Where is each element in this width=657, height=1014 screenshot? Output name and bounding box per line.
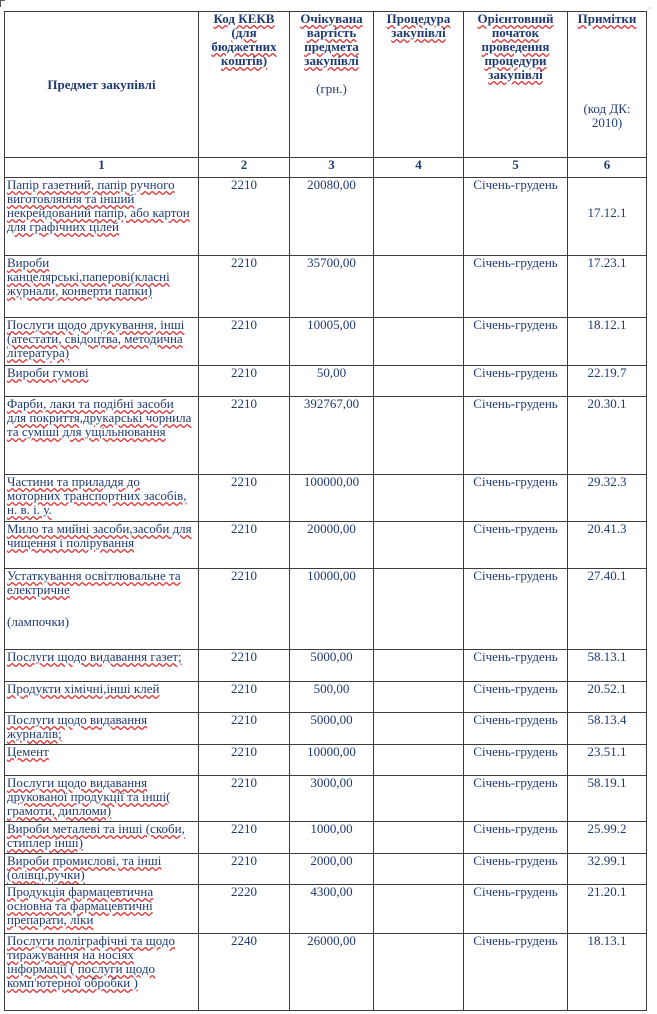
kekv-cell [199, 822, 290, 854]
procedure-cell [374, 256, 464, 318]
kekv-cell [199, 256, 290, 318]
kekv-cell [199, 650, 290, 682]
item-start: Січень-грудень [473, 933, 558, 948]
item-dk-code: 25.99.2 [587, 821, 627, 836]
cost-cell [290, 885, 374, 934]
subject-cell [5, 822, 199, 854]
table-row [5, 366, 647, 397]
table-row [5, 822, 647, 854]
table-row [5, 256, 647, 318]
subject-cell [5, 256, 199, 318]
cost-cell [290, 256, 374, 318]
subject-cell [5, 318, 199, 366]
cost-cell [290, 682, 374, 713]
kekv-cell [199, 934, 290, 1011]
table-row [5, 776, 647, 822]
column-number: 5 [464, 158, 568, 178]
item-cost: 3000,00 [310, 775, 353, 790]
cost-cell [290, 366, 374, 397]
item-subject: Вироби канцелярські,паперові(класні журнали, конверти папки) [7, 255, 170, 298]
kekv-cell [199, 745, 290, 776]
procedure-cell [374, 569, 464, 650]
kekv-cell [199, 397, 290, 475]
subject-cell [5, 854, 199, 885]
item-dk-code: 58.13.4 [587, 712, 627, 727]
item-start: Січень-грудень [473, 681, 558, 696]
item-subject: Послуги поліграфічні та щодо тиражування на носіях інформації ( послуги щодо комп'ютерної обробки ) [7, 933, 175, 990]
page-edge-mark: · [648, 4, 651, 13]
item-start: Січень-грудень [473, 884, 558, 899]
column-number-row [5, 158, 647, 178]
item-cost: 5000,00 [310, 712, 353, 727]
item-subject: Послуги щодо видавання друкованої продукції та інші( грамоти, дипломи) [7, 775, 171, 818]
item-kekv: 2210 [231, 681, 257, 696]
kekv-cell [199, 682, 290, 713]
table-row [5, 934, 647, 1011]
cost-cell [290, 934, 374, 1011]
subject-cell [5, 569, 199, 650]
table-row [5, 475, 647, 522]
procedure-cell [374, 854, 464, 885]
procedure-cell [374, 650, 464, 682]
item-start: Січень-грудень [473, 474, 558, 489]
kekv-cell [199, 366, 290, 397]
item-cost: 2000,00 [310, 853, 353, 868]
procedure-cell [374, 178, 464, 256]
item-subject: Послуги щодо друкування, інші (атестати, свідоцтва, методична література) [7, 317, 185, 360]
item-dk-code: 20.41.3 [587, 521, 627, 536]
item-subject: Вироби гумові [7, 365, 89, 380]
item-cost: 4300,00 [310, 884, 353, 899]
item-kekv: 2210 [231, 177, 257, 192]
item-dk-code: 18.12.1 [587, 317, 627, 332]
table-row [5, 397, 647, 475]
header-subject: Предмет закупівлі [5, 12, 199, 158]
item-dk-code: 58.13.1 [587, 649, 627, 664]
header-note: Примітки (код ДК: 2010) [568, 12, 647, 158]
item-kekv: 2210 [231, 853, 257, 868]
procedure-cell [374, 934, 464, 1011]
kekv-cell [199, 178, 290, 256]
table-row [5, 178, 647, 256]
subject-cell [5, 745, 199, 776]
start-cell [464, 475, 568, 522]
code-cell [568, 885, 647, 934]
item-subject: Вироби промислові, та інші (олівці,ручки) [7, 853, 162, 882]
procedure-cell [374, 318, 464, 366]
table-header-row [5, 12, 647, 158]
start-cell [464, 522, 568, 569]
cost-cell [290, 745, 374, 776]
kekv-cell [199, 475, 290, 522]
subject-cell [5, 178, 199, 256]
item-kekv: 2210 [231, 317, 257, 332]
item-kekv: 2210 [231, 474, 257, 489]
item-subject: Мило та мийні засоби,засоби для чищення і полірування [7, 521, 192, 550]
column-number: 3 [290, 158, 374, 178]
code-cell [568, 822, 647, 854]
item-start: Січень-грудень [473, 744, 558, 759]
start-cell [464, 318, 568, 366]
procedure-cell [374, 682, 464, 713]
column-number: 6 [568, 158, 647, 178]
header-cost-unit: (грн.) [316, 81, 347, 96]
table-row [5, 854, 647, 885]
item-start: Січень-грудень [473, 568, 558, 583]
item-start: Січень-грудень [473, 396, 558, 411]
column-number: 1 [5, 158, 199, 178]
item-dk-code: 21.20.1 [587, 884, 627, 899]
code-cell [568, 682, 647, 713]
cost-cell [290, 650, 374, 682]
subject-cell [5, 522, 199, 569]
item-start: Січень-грудень [473, 649, 558, 664]
item-kekv: 2210 [231, 821, 257, 836]
procedure-cell [374, 366, 464, 397]
item-subject: Устаткування освітлювальне та електричне [7, 568, 181, 597]
table-row [5, 650, 647, 682]
procedure-cell [374, 776, 464, 822]
item-dk-code: 23.51.1 [587, 744, 627, 759]
start-cell [464, 256, 568, 318]
kekv-cell [199, 522, 290, 569]
item-cost: 10000,00 [307, 744, 356, 759]
subject-cell [5, 776, 199, 822]
item-cost: 100000,00 [303, 474, 360, 489]
subject-cell [5, 885, 199, 934]
code-cell [568, 475, 647, 522]
subject-cell [5, 713, 199, 745]
start-cell [464, 366, 568, 397]
code-cell [568, 854, 647, 885]
code-cell [568, 776, 647, 822]
code-cell [568, 397, 647, 475]
item-start: Січень-грудень [473, 317, 558, 332]
item-cost: 10005,00 [307, 317, 356, 332]
subject-cell [5, 934, 199, 1011]
item-start: Січень-грудень [473, 255, 558, 270]
item-dk-code: 29.32.3 [587, 474, 627, 489]
cost-cell [290, 776, 374, 822]
item-dk-code: 22.19.7 [587, 365, 627, 380]
item-cost: 392767,00 [303, 396, 360, 411]
procurement-table [4, 11, 647, 1011]
item-subject: Цемент [7, 744, 49, 759]
subject-cell [5, 366, 199, 397]
item-dk-code: 18.13.1 [587, 933, 627, 948]
header-note-code: (код ДК: 2010) [583, 101, 631, 130]
item-dk-code: 17.12.1 [587, 205, 627, 220]
start-cell [464, 885, 568, 934]
start-cell [464, 776, 568, 822]
page-corner-mark [0, 0, 5, 7]
cost-cell [290, 397, 374, 475]
cost-cell [290, 318, 374, 366]
cost-cell [290, 569, 374, 650]
item-kekv: 2220 [231, 884, 257, 899]
header-cost: Очікувана вартість предмета закупівлі (грн.) [290, 12, 374, 158]
procedure-cell [374, 713, 464, 745]
cost-cell [290, 713, 374, 745]
start-cell [464, 713, 568, 745]
start-cell [464, 822, 568, 854]
kekv-cell [199, 713, 290, 745]
item-cost: 500,00 [313, 681, 350, 696]
subject-cell [5, 650, 199, 682]
code-cell [568, 178, 647, 256]
item-cost: 50,00 [316, 365, 347, 380]
item-dk-code: 27.40.1 [587, 568, 627, 583]
start-cell [464, 934, 568, 1011]
item-subject: Послуги щодо видавання журналів; [7, 712, 148, 741]
item-kekv: 2210 [231, 255, 257, 270]
table-row [5, 713, 647, 745]
item-cost: 35700,00 [307, 255, 356, 270]
code-cell [568, 522, 647, 569]
item-start: Січень-грудень [473, 521, 558, 536]
start-cell [464, 682, 568, 713]
item-subject: Вироби металеві та інші (скоби, стиплер інші) [7, 821, 185, 850]
item-start: Січень-грудень [473, 853, 558, 868]
start-cell [464, 745, 568, 776]
item-start: Січень-грудень [473, 775, 558, 790]
item-dk-code: 32.99.1 [587, 853, 627, 868]
kekv-cell [199, 776, 290, 822]
start-cell [464, 650, 568, 682]
kekv-cell [199, 318, 290, 366]
header-kekv: Код КЕКВ (для бюджетних коштів) [199, 12, 290, 158]
item-cost: 5000,00 [310, 649, 353, 664]
item-start: Січень-грудень [473, 177, 558, 192]
code-cell [568, 650, 647, 682]
column-number: 2 [199, 158, 290, 178]
code-cell [568, 745, 647, 776]
table-row [5, 745, 647, 776]
item-kekv: 2210 [231, 775, 257, 790]
procedure-cell [374, 745, 464, 776]
item-dk-code: 20.30.1 [587, 396, 627, 411]
header-procedure: Процедура закупівлі [374, 12, 464, 158]
item-subject: Продукти хімічні,інші клей [7, 681, 160, 696]
item-kekv: 2210 [231, 521, 257, 536]
cost-cell [290, 475, 374, 522]
table-row [5, 522, 647, 569]
item-start: Січень-грудень [473, 821, 558, 836]
item-cost: 10000,00 [307, 568, 356, 583]
start-cell [464, 397, 568, 475]
table-row [5, 682, 647, 713]
procedure-cell [374, 822, 464, 854]
code-cell [568, 569, 647, 650]
item-cost: 20000,00 [307, 521, 356, 536]
item-subject: Фарби, лаки та подібні засоби для покриття,друкарські чорнила та суміші для ущільнювання [7, 396, 192, 439]
item-subject: Папір газетний, папір ручного виготовляння та інший некрейдований папір, або картон для графічних цілей [7, 177, 190, 234]
start-cell [464, 854, 568, 885]
header-start: Орієнтовний початок проведення процедури закупівлі [464, 12, 568, 158]
item-subject: Послуги щодо видавання газет; [7, 649, 182, 664]
column-number: 4 [374, 158, 464, 178]
procedure-cell [374, 522, 464, 569]
item-subject: Частини та приладдя до моторних транспортних засобів, н. в. і. у. [7, 474, 187, 517]
start-cell [464, 569, 568, 650]
kekv-cell [199, 885, 290, 934]
item-kekv: 2210 [231, 712, 257, 727]
code-cell [568, 366, 647, 397]
item-cost: 26000,00 [307, 933, 356, 948]
item-kekv: 2210 [231, 744, 257, 759]
procedure-cell [374, 885, 464, 934]
item-kekv: 2210 [231, 365, 257, 380]
table-row [5, 318, 647, 366]
kekv-cell [199, 854, 290, 885]
item-kekv: 2210 [231, 396, 257, 411]
code-cell [568, 256, 647, 318]
cost-cell [290, 522, 374, 569]
item-cost: 1000,00 [310, 821, 353, 836]
code-cell [568, 318, 647, 366]
code-cell [568, 934, 647, 1011]
item-kekv: 2240 [231, 933, 257, 948]
item-subject: Продукція фармацевтична основна та фармацевтичні препарати, ліки [7, 884, 154, 927]
subject-cell [5, 682, 199, 713]
item-kekv: 2210 [231, 568, 257, 583]
subject-cell [5, 397, 199, 475]
kekv-cell [199, 569, 290, 650]
item-dk-code: 20.52.1 [587, 681, 627, 696]
item-dk-code: 17.23.1 [587, 255, 627, 270]
start-cell [464, 178, 568, 256]
item-start: Січень-грудень [473, 365, 558, 380]
item-subject-extra: (лампочки) [7, 614, 70, 629]
code-cell [568, 713, 647, 745]
item-dk-code: 58.19.1 [587, 775, 627, 790]
item-cost: 20080,00 [307, 177, 356, 192]
procedure-cell [374, 397, 464, 475]
procedure-cell [374, 475, 464, 522]
subject-cell [5, 475, 199, 522]
cost-cell [290, 822, 374, 854]
cost-cell [290, 854, 374, 885]
table-row [5, 569, 647, 650]
cost-cell [290, 178, 374, 256]
item-start: Січень-грудень [473, 712, 558, 727]
table-row [5, 885, 647, 934]
item-kekv: 2210 [231, 649, 257, 664]
